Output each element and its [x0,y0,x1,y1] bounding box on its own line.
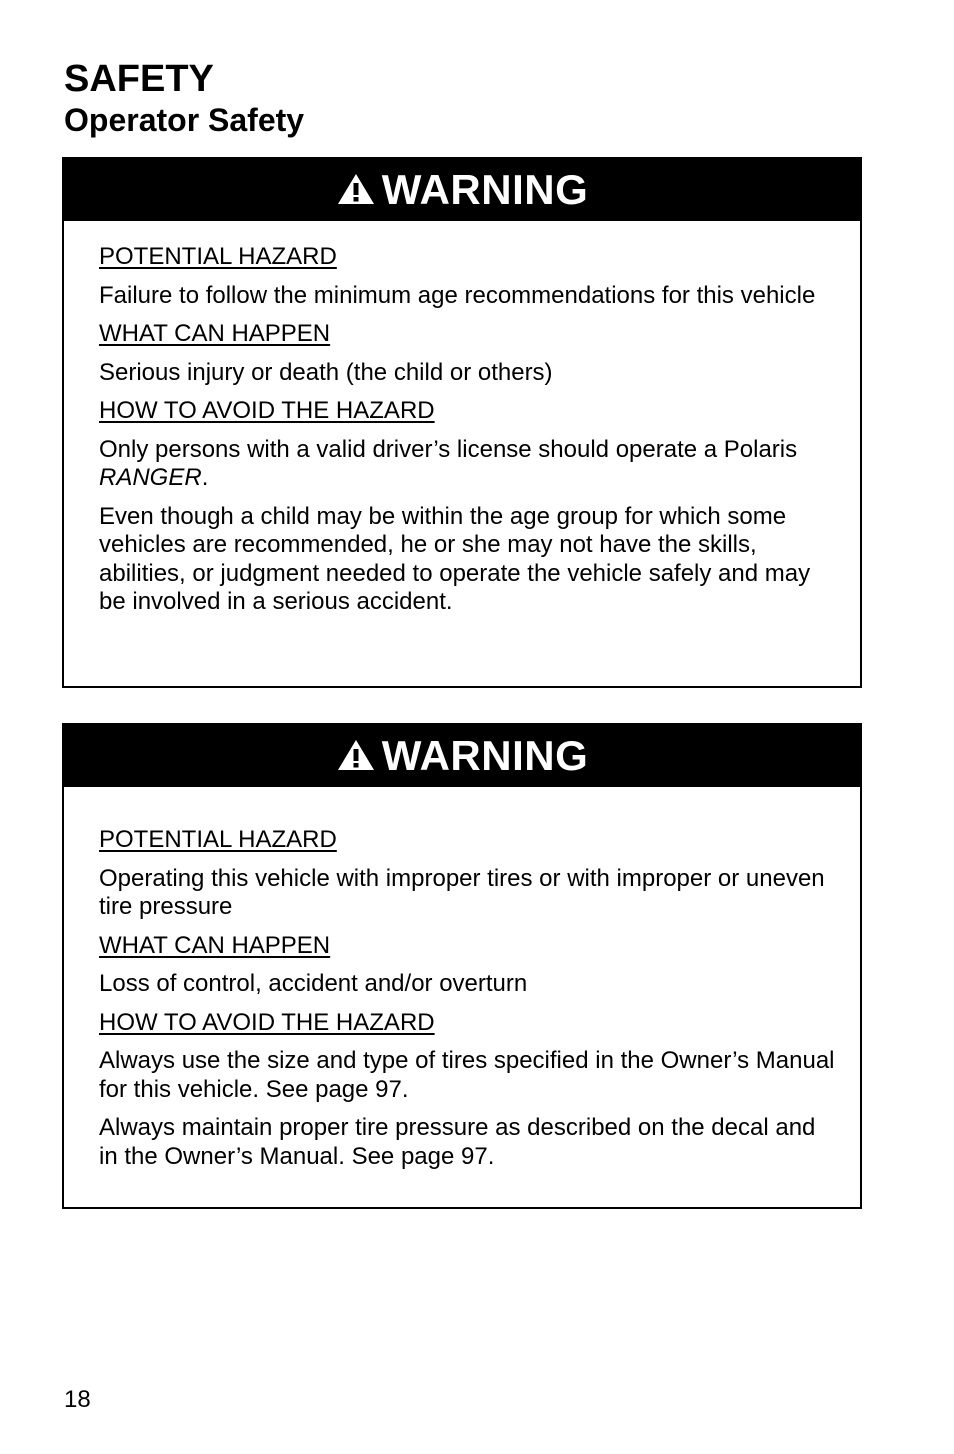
potential-hazard-text: Operating this vehicle with improper tires or with improper or uneven tire pressure [99,864,825,920]
section-subtitle: Operator Safety [64,102,305,138]
how-to-avoid-text [99,436,836,493]
product-name: RANGER [99,464,202,491]
how-to-avoid-text-prefix: Only persons with a valid driver’s license should operate a Polaris [99,435,798,463]
warning-label: WARNING [381,732,589,779]
warning-triangle-icon [336,172,376,206]
how-to-avoid-text: Always use the size and type of tires specified in the Owner’s Manual for this vehicle. See page 97. [99,1047,835,1103]
warning-header [64,159,860,221]
potential-hazard-heading: POTENTIAL HAZARD [99,243,337,270]
warning-body [64,221,860,617]
how-to-avoid-text: Always maintain proper tire pressure as described on the decal and in the Owner’s Manual. See page 97. [99,1114,816,1170]
warning-triangle-icon [336,738,376,772]
how-to-avoid-text: Even though a child may be within the age group for which some vehicles are recommended, he or she may not have the skills, abilities, or judgment needed to operate the vehicle safely and may be involved in a serious accident. [99,502,811,615]
what-can-happen-heading: WHAT CAN HAPPEN [99,320,331,347]
how-to-avoid-text-suffix: . [201,464,209,491]
how-to-avoid-heading: HOW TO AVOID THE HAZARD [99,397,435,424]
how-to-avoid-heading: HOW TO AVOID THE HAZARD [99,1008,435,1036]
what-can-happen-heading: WHAT CAN HAPPEN [99,931,331,959]
warning-body [64,787,860,1171]
section-title: SAFETY [64,58,214,100]
what-can-happen-text: Serious injury or death (the child or others) [99,358,553,386]
potential-hazard-heading: POTENTIAL HAZARD [99,826,337,853]
warning-label: WARNING [381,166,589,213]
page-number: 18 [64,1386,91,1413]
warning-header [64,725,860,787]
warning-box-tires [62,723,862,1209]
what-can-happen-text: Loss of control, accident and/or overturn [99,970,528,997]
potential-hazard-text: Failure to follow the minimum age recommendations for this vehicle [99,281,816,309]
warning-box-age [62,157,862,688]
